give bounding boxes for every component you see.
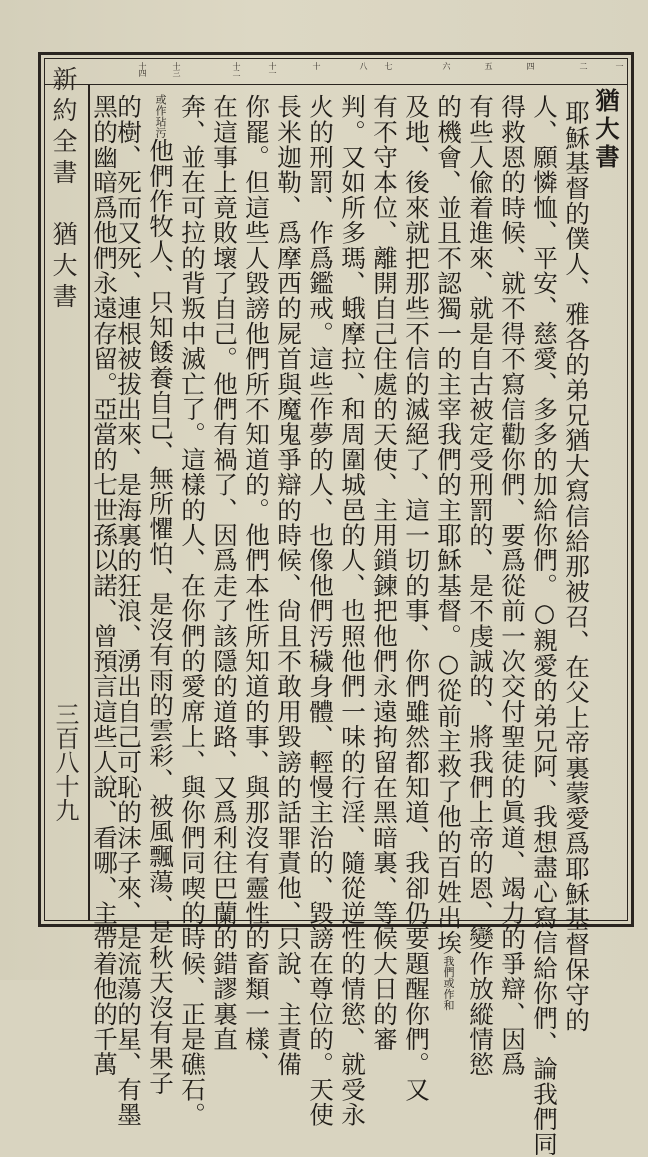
column-text: 的機會、並且不認獨一的主宰我們的主耶穌基督。○從前主救了他的百姓出埃 [434,94,463,956]
text-column-1: 耶穌基督的僕人、雅各的弟兄猶大寫信給那被召、在父上帝裏蒙愛爲耶穌基督保守的 [562,100,591,1033]
inline-note: 或作玷污 [154,94,167,138]
running-title: 新約全書 猶大書 [49,66,78,314]
column-text: 奔、並在可拉的背叛中滅亡了。這樣的人、在你們的愛席上、與你們同喫的時候、正是礁石。 [178,94,207,1128]
verse-number: 十三 [172,62,181,76]
verse-number: 六 [442,62,451,69]
text-column-6: 及地、後來就把那些不信的滅絕了、這一切的事、你們雖然都知道、我卻仍要題醒你們。又 [402,94,431,1102]
text-column-4: 有些人偸着進來、就是自古被定受刑罰的、是不虔誠的、將我們上帝的恩、變作放縱情慾 [466,94,495,1077]
text-column-14 [144,94,177,1096]
text-column-11: 你罷。但這些人毀謗他們所不知道的。他們本性所知道的事、與那沒有靈性的畜類一樣、 [242,94,271,1077]
verse-number-strip [44,58,628,85]
text-column-9: 火的刑罰、作爲鑑戒。這些作夢的人、也像他們汚穢身體、輕慢主治的、毀謗在尊位的。天使 [306,94,335,1128]
text-column-15: 的樹、死而又死、連根被拔出來、是海裏的狂浪、湧出自己可恥的沫子來、是流蕩的星、有墨 [114,94,143,1128]
text-column-13 [176,94,209,1128]
text-column-10: 長米迦勒、爲摩西的屍首與魔鬼爭辯的時候、尙且不敢用毀謗的話罪責他、只說、主責備 [274,94,303,1077]
verse-number: 十 [312,62,321,69]
chapter-heading: 猶大書 [591,88,620,172]
text-column-12: 在這事上竟敗壞了自己。他們有禍了、因爲走了該隱的道路、又爲利往巴蘭的錯謬裏直 [210,94,239,1052]
column-text: 他們作牧人、只知餧養自己、無所懼怕、是沒有雨的雲彩、被風飄蕩、是秋天沒有果子 [146,138,175,1096]
text-column-3: 得救恩的時候、就不得不寫信勸你們、要爲從前一次交付聖徒的眞道、竭力的爭辯、因爲 [498,94,527,1077]
page-number: 三百八十九 [51,702,79,822]
inline-note: 我們或作和 [442,955,455,1011]
verse-number: 一 [615,62,624,69]
verse-number: 十一 [268,62,277,76]
verse-number: 八 [359,62,368,69]
verse-number: 十四 [138,62,147,76]
verse-number: 十二 [232,62,241,76]
verse-number: 五 [484,62,493,69]
text-column-7: 有不守本位、離開自己住處的天使、主用鎖鍊把他們永遠拘留在黑暗裏、等候大日的審 [370,94,399,1052]
text-column-2: 人、願憐恤、平安、慈愛、多多的加給你們。○親愛的弟兄阿、我想盡心寫信給你們、論我們同 [530,94,559,1157]
text-column-16: 黑的幽暗爲他們永遠存留。亞當的七世孫以諾、曾預言這些人說、看哪、主帶着他的千萬 [90,94,119,1077]
text-column-8: 判。又如所多瑪、蛾摩拉、和周圍城邑的人、也照他們一味的行淫、隨從逆性的情慾、就受永 [338,94,367,1128]
verse-number: 四 [526,62,535,69]
text-column-5 [432,94,465,1011]
verse-number: 二 [579,62,588,69]
verse-number: 七 [384,62,393,69]
